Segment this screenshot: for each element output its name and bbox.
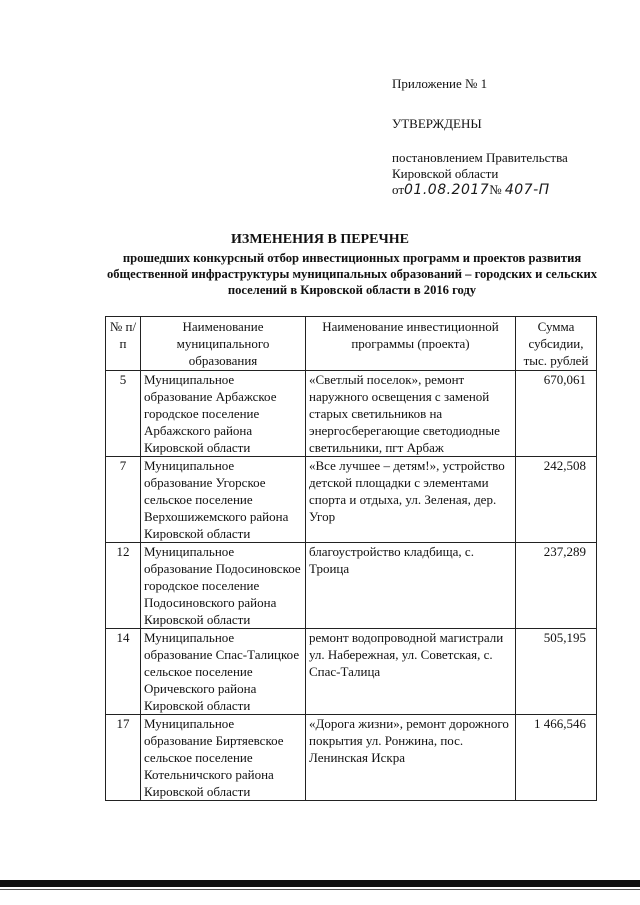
table-row	[106, 715, 597, 801]
row-num: 17	[106, 715, 141, 801]
region-label: Кировской области	[392, 166, 499, 181]
row-num: 12	[106, 543, 141, 629]
number-sign: №	[489, 182, 502, 197]
appendix-label: Приложение № 1	[392, 76, 488, 91]
table-row	[106, 629, 597, 715]
table-row	[106, 543, 597, 629]
approval-header	[392, 76, 622, 198]
row-sum: 670,061	[516, 371, 597, 457]
header-num: № п/п	[106, 317, 141, 371]
row-municipality: Муниципальное образование Арбажское городское поселение Арбажского района Кировской области	[141, 371, 306, 457]
row-municipality: Муниципальное образование Угорское сельское поселение Верхошижемского района Кировской области	[141, 457, 306, 543]
handwritten-date: 01.08.2017	[404, 182, 490, 198]
document-title: ИЗМЕНЕНИЯ В ПЕРЕЧНЕ	[231, 232, 409, 247]
row-project: благоустройство кладбища, с. Троица	[306, 543, 516, 629]
row-municipality: Муниципальное образование Биртяевское сельское поселение Котельничского района Кировской области	[141, 715, 306, 801]
scan-edge-bar	[0, 880, 640, 887]
header-municipality: Наименование муниципального образования	[141, 317, 306, 371]
row-project: «Все лучшее – детям!», устройство детской площадки с элементами спорта и отдыха, ул. Зеленая, дер. Угор	[306, 457, 516, 543]
header-sum: Сумма субсидии, тыс. рублей	[516, 317, 597, 371]
handwritten-number: 407-П	[504, 182, 550, 198]
row-num: 14	[106, 629, 141, 715]
row-num: 5	[106, 371, 141, 457]
row-municipality: Муниципальное образование Спас-Талицкое сельское поселение Оричевского района Кировской области	[141, 629, 306, 715]
approved-label: УТВЕРЖДЕНЫ	[392, 116, 482, 131]
table-header-row	[106, 317, 597, 371]
projects-table	[105, 316, 597, 801]
row-sum: 505,195	[516, 629, 597, 715]
row-sum: 237,289	[516, 543, 597, 629]
row-sum: 242,508	[516, 457, 597, 543]
row-project: «Дорога жизни», ремонт дорожного покрытия ул. Ронжина, пос. Ленинская Искра	[306, 715, 516, 801]
header-project: Наименование инвестиционной программы (проекта)	[306, 317, 516, 371]
row-project: «Светлый поселок», ремонт наружного освещения с заменой старых светильников на энергосберегающие светодиодные светильники, пгт Арбаж	[306, 371, 516, 457]
decree-date-line	[392, 182, 622, 198]
row-project: ремонт водопроводной магистрали ул. Набережная, ул. Советская, с. Спас-Талица	[306, 629, 516, 715]
row-num: 7	[106, 457, 141, 543]
table-row	[106, 371, 597, 457]
row-municipality: Муниципальное образование Подосиновское городское поселение Подосиновского района Кировской области	[141, 543, 306, 629]
document-subtitle: прошедших конкурсный отбор инвестиционных программ и проектов развития общественной инфраструктуры муниципальных образований – городских и сельских поселений в Кировской области в 2016 году	[106, 251, 598, 297]
decree-label: постановлением Правительства	[392, 150, 568, 165]
row-sum: 1 466,546	[516, 715, 597, 801]
date-prefix: от	[392, 182, 405, 197]
scan-edge-line	[0, 889, 640, 890]
table-row	[106, 457, 597, 543]
